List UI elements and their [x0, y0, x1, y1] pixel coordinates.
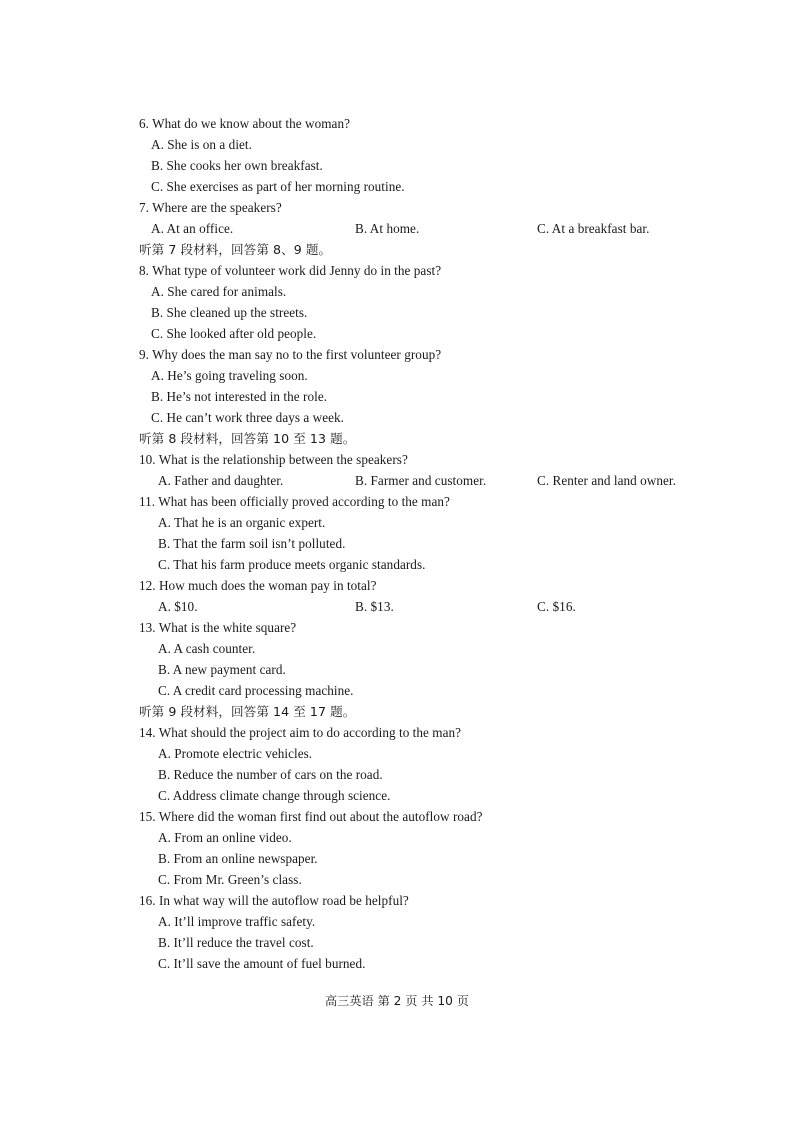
option-a: A. Father and daughter.	[158, 473, 284, 488]
option-b: B. Farmer and customer.	[355, 473, 487, 488]
option-c: C. From Mr. Green’s class.	[158, 872, 302, 887]
question-stem: 15. Where did the woman first find out about the autoflow road?	[139, 809, 483, 824]
option-b: B. $13.	[355, 599, 394, 614]
option-c: C. Address climate change through science.	[158, 788, 391, 803]
option-a: A. A cash counter.	[158, 641, 256, 656]
option-a: A. She cared for animals.	[151, 284, 287, 299]
option-c: C. She exercises as part of her morning routine.	[151, 179, 405, 194]
question-stem: 16. In what way will the autoflow road be helpful?	[139, 893, 409, 908]
question-stem: 13. What is the white square?	[139, 620, 297, 635]
option-c: C. He can’t work three days a week.	[151, 410, 345, 425]
option-b: B. That the farm soil isn’t polluted.	[158, 536, 346, 551]
option-a: A. At an office.	[151, 221, 234, 236]
option-a: A. From an online video.	[158, 830, 292, 845]
question-stem: 12. How much does the woman pay in total?	[139, 578, 377, 593]
section-heading: 听第 7 段材料，回答第 8、9 题。	[139, 242, 332, 257]
question-stem: 10. What is the relationship between the speakers?	[139, 452, 408, 467]
option-b: B. At home.	[355, 221, 420, 236]
section-heading: 听第 8 段材料，回答第 10 至 13 题。	[139, 431, 356, 446]
question-stem: 7. Where are the speakers?	[139, 200, 282, 215]
option-a: A. He’s going traveling soon.	[151, 368, 308, 383]
question-stem: 9. Why does the man say no to the first volunteer group?	[139, 347, 442, 362]
option-c: C. She looked after old people.	[151, 326, 317, 341]
option-b: B. He’s not interested in the role.	[151, 389, 328, 404]
option-a: A. That he is an organic expert.	[158, 515, 326, 530]
option-c: C. That his farm produce meets organic standards.	[158, 557, 426, 572]
question-stem: 14. What should the project aim to do according to the man?	[139, 725, 462, 740]
option-c: C. A credit card processing machine.	[158, 683, 354, 698]
option-a: A. It’ll improve traffic safety.	[158, 914, 316, 929]
option-c: C. It’ll save the amount of fuel burned.	[158, 956, 366, 971]
option-b: B. She cleaned up the streets.	[151, 305, 308, 320]
option-b: B. From an online newspaper.	[158, 851, 318, 866]
section-heading: 听第 9 段材料，回答第 14 至 17 题。	[139, 704, 356, 719]
option-b: B. It’ll reduce the travel cost.	[158, 935, 314, 950]
question-stem: 8. What type of volunteer work did Jenny do in the past?	[139, 263, 442, 278]
option-c: C. $16.	[537, 599, 576, 614]
option-a: A. $10.	[158, 599, 198, 614]
option-a: A. Promote electric vehicles.	[158, 746, 313, 761]
option-b: B. A new payment card.	[158, 662, 286, 677]
option-b: B. Reduce the number of cars on the road.	[158, 767, 383, 782]
option-c: C. At a breakfast bar.	[537, 221, 650, 236]
page-footer: 高三英语 第 2 页 共 10 页	[324, 994, 469, 1008]
question-stem: 11. What has been officially proved according to the man?	[139, 494, 450, 509]
option-b: B. She cooks her own breakfast.	[151, 158, 323, 173]
option-a: A. She is on a diet.	[151, 137, 252, 152]
question-stem: 6. What do we know about the woman?	[139, 116, 350, 131]
option-c: C. Renter and land owner.	[537, 473, 676, 488]
